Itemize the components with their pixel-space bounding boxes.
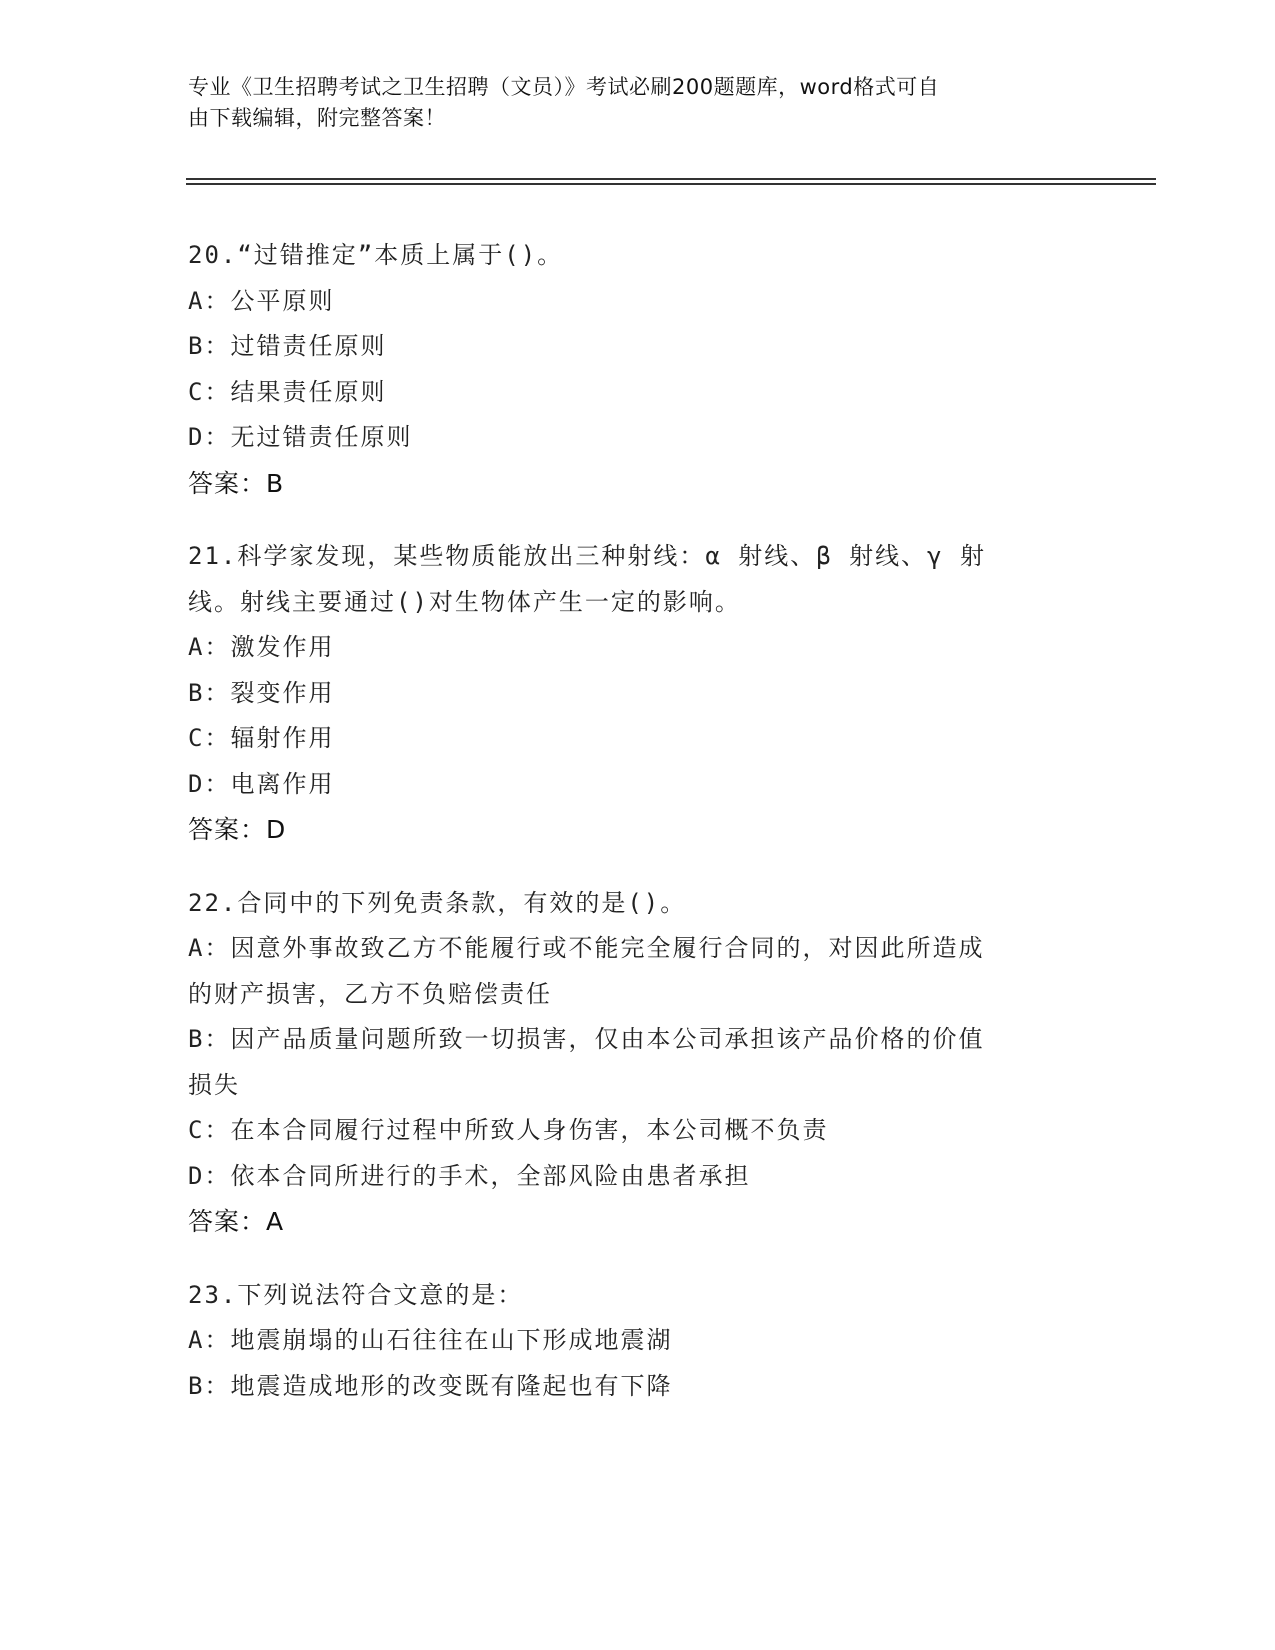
option-a: A：公平原则	[188, 286, 335, 315]
header-divider-bottom	[186, 183, 1156, 185]
question-stem-continued: 线。射线主要通过()对生物体产生一定的影响。	[188, 587, 741, 616]
option-a: A：因意外事故致乙方不能履行或不能完全履行合同的，对因此所造成	[188, 934, 985, 962]
header-line-2: 由下载编辑，附完整答案！	[188, 106, 446, 130]
question-22	[188, 881, 1088, 1245]
option-b: B：裂变作用	[188, 678, 335, 707]
option-a: A：地震崩塌的山石往往在山下形成地震湖	[188, 1326, 673, 1354]
question-21	[188, 534, 1088, 853]
document-header	[188, 72, 1068, 134]
header-line-1: 专业《卫生招聘考试之卫生招聘（文员）》考试必刷200题题库，word格式可自	[188, 75, 940, 99]
option-a-continued: 的财产损害，乙方不负赔偿责任	[188, 979, 552, 1008]
option-c: C：结果责任原则	[188, 377, 387, 406]
option-b: B：地震造成地形的改变既有隆起也有下降	[188, 1371, 673, 1400]
question-23	[188, 1273, 1088, 1410]
option-b-continued: 损失	[188, 1070, 240, 1099]
option-b: B：过错责任原则	[188, 332, 387, 360]
header-divider-top	[186, 178, 1156, 180]
option-c: C：在本合同履行过程中所致人身伤害，本公司概不负责	[188, 1116, 829, 1144]
question-list	[188, 233, 1088, 1437]
option-c: C：辐射作用	[188, 724, 335, 752]
option-d: D：无过错责任原则	[188, 423, 413, 451]
option-b: B：因产品质量问题所致一切损害，仅由本公司承担该产品价格的价值	[188, 1025, 985, 1053]
option-d: D：依本合同所进行的手术，全部风险由患者承担	[188, 1161, 751, 1190]
question-20	[188, 233, 1088, 506]
question-stem: 20.“过错推定”本质上属于()。	[188, 241, 564, 269]
question-stem: 22.合同中的下列免责条款，有效的是()。	[188, 888, 687, 917]
option-d: D：电离作用	[188, 769, 335, 798]
answer-line: 答案：D	[188, 815, 287, 844]
answer-line: 答案：A	[188, 1207, 285, 1236]
option-a: A：激发作用	[188, 633, 335, 661]
question-stem: 23.下列说法符合文意的是：	[188, 1280, 524, 1309]
question-stem: 21.科学家发现，某些物质能放出三种射线：α 射线、β 射线、γ 射	[188, 542, 987, 570]
answer-line: 答案：B	[188, 468, 285, 498]
